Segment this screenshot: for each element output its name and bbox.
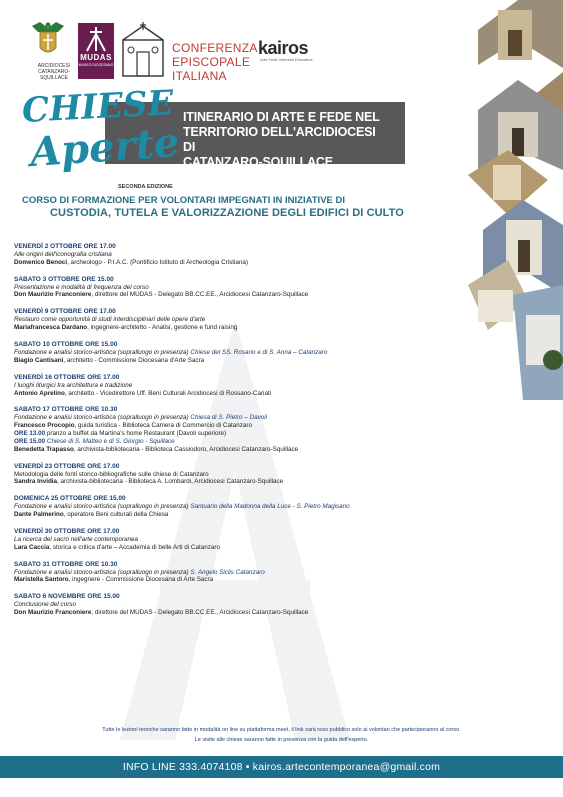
speaker-role: , archivista-bibliotecaria - Biblioteca A. Lombardi, Arcidiocesi Catanzaro-Squillace [57,478,284,486]
schedule-item [14,406,484,453]
schedule-item [14,593,484,617]
speaker-role: , storica e critica d'arte – Accademia di belle Arti di Catanzaro [49,543,220,551]
schedule-item [14,276,484,300]
chiese-wordmark: CHIESE [21,83,175,131]
mudas-logo [78,23,114,79]
schedule-item [14,495,484,519]
schedule-item [14,561,484,585]
event-place: Chiesa di S. Pietro – Davoli [190,414,268,422]
event-speaker-line [14,291,484,299]
event-date: DOMENICA 25 OTTOBRE ORE 15.00 [14,495,126,503]
event-speaker-line [14,357,484,365]
contact-footer [0,756,563,778]
event-topic: Fondazione e analisi storico-artistica (sopralluogo in presenza) [14,568,191,576]
mudas-title: MUDAS [80,53,112,62]
cei-line-3: ITALIANA [172,69,227,83]
course-heading-line-2: CUSTODIA, TUTELA E VALORIZZAZIONE DEGLI EDIFICI DI CULTO [50,207,404,219]
lunch-text: pranzo a buffet da Martina's home Restaurant (Davoli superiore) [45,430,227,438]
itinerary-title-line-2: TERRITORIO DELL'ARCIDIOCESI DI [183,125,376,154]
event-speaker-line [14,544,484,552]
schedule-item [14,341,484,365]
event-topic-line [14,503,484,511]
speaker-role: , archeologo - P.I.A.C. (Pontificio Istituto di Archeologia Cristiana) [67,258,249,266]
cei-emblem-icon [117,22,169,82]
event-date: SABATO 17 OTTOBRE ORE 10.30 [14,406,118,414]
schedule-item [14,308,484,332]
cei-line-1: CONFERENZA [172,41,258,55]
afternoon-time: ORE 15.00 [14,437,46,445]
contact-info: INFO LINE 333.4074108 • kairos.artecontemporanea@gmail.com [122,761,441,773]
event-speaker-line [14,324,484,332]
event-date: VENERDÌ 30 OTTOBRE ORE 17.00 [14,527,120,535]
event-topic-line [14,414,484,422]
mudas-mark-icon [84,26,108,52]
speaker-role: , direttore del MUDAS - Delegato BB.CC.EE., Arcidiocesi Catanzaro-Squillace [91,291,309,299]
speaker-name: Biagio Cantisani [14,356,64,364]
speaker-role: , architetto - Vicedirettore Uff. Beni Culturali Arcidiocesi di Rossano-Cariati [64,389,272,397]
itinerary-title [183,110,383,170]
speaker-name: Sandra Invidia [14,478,58,486]
kairos-logo: kairos [258,38,309,58]
event-topic: La ricerca del sacro nell'arte contemporanea [14,535,139,543]
lunch-line [14,430,484,438]
schedule-list [14,243,484,626]
event-date: VENERDÌ 9 OTTOBRE ORE 17.00 [14,308,116,316]
event-speaker-line [14,446,484,454]
event-date: VENERDÌ 2 OTTOBRE ORE 17.00 [14,243,116,250]
archdiocese-logo [28,20,80,81]
speaker-name: Antonio Aprelino [14,389,65,397]
event-topic: I luoghi liturgici tra architettura e tradizione [14,381,133,389]
speaker-name: Maristella Santoro [14,576,69,584]
speaker-name: Mariafrancesca Dardano [14,324,88,332]
event-place: S. Angelo Siclis Catanzaro [190,568,265,576]
event-date: VENERDÌ 23 OTTOBRE ORE 17.00 [14,462,120,470]
edition-label: SECONDA EDIZIONE [118,184,173,190]
event-date: VENERDÌ 16 OTTOBRE ORE 17.00 [14,373,120,381]
speaker-name: Benedetta Trapasso [14,445,74,453]
lunch-time: ORE 13.00 [14,430,46,438]
event-date: SABATO 3 OTTOBRE ORE 15.00 [14,275,114,283]
event-topic-line [14,569,484,577]
event-topic: Metodologia delle fonti storico-bibliografiche sulle chiese di Catanzaro [14,470,209,478]
archdiocese-label: ARCIDIOCESI CATANZARO-SQUILLACE [37,63,71,81]
speaker-name: Lara Caccia [14,543,50,551]
speaker-name: Don Maurizio Franconiere [14,609,92,617]
event-speaker-line [14,609,484,617]
event-speaker-line [14,422,484,430]
event-date: SABATO 6 NOVEMBRE ORE 15.00 [14,593,120,601]
event-topic: Alle origini dell'iconografia cristiana [14,251,112,258]
event-speaker-line [14,576,484,584]
event-topic: Fondazione e analisi storico-artistica (sopralluogo in presenza) [14,503,191,511]
kairos-subtitle: Arte Fede Intensità Educativa [260,57,313,62]
speaker-name: Domenico Benoci [14,258,68,266]
event-date: SABATO 31 OTTOBRE ORE 10.30 [14,560,118,568]
mudas-subtitle: MUSEO DIOCESANO [78,63,114,67]
event-place: Chiese del SS. Rosario e di S. Anna – Catanzaro [190,349,328,357]
archdiocese-crest-icon [28,20,68,58]
speaker-role: , ingegnere - Commissione Diocesana di Arte Sacra [68,576,214,584]
event-topic: Fondazione e analisi storico-artistica (sopralluogo in presenza) [14,349,191,357]
speaker-name: Don Maurizio Franconiere [14,291,92,299]
schedule-item [14,528,484,552]
event-speaker-line [14,478,484,486]
event-topic-line [14,349,484,357]
speaker-role: , architetto - Commissione Diocesana d'Arte Sacra [63,356,205,364]
event-topic: Presentazione e modalità di frequenza del corso [14,283,149,291]
schedule-item [14,243,484,267]
event-date: SABATO 10 OTTOBRE ORE 15.00 [14,341,118,349]
schedule-item [14,374,484,398]
event-topic: Restauro come opportunità di studi interdisciplinari delle opere d'arte [14,316,206,324]
speaker-role: , operatore Beni culturali della Chiesa [63,511,169,518]
speaker-name: Francesco Procopio [14,422,75,430]
event-place: Santuario della Madonna della Luce - S. Pietro Magisano [190,503,350,511]
afternoon-place: Chiese di S. Matteo e di S. Giorgio - Squillace [45,437,175,445]
church-visits-note: Le visite alle chiese saranno fatte in presenza con la guida dell'esperto. [194,737,369,743]
afternoon-visit-line [14,438,484,446]
event-topic: Fondazione e analisi storico-artistica (sopralluogo in presenza) [14,414,191,422]
speaker-role: , direttore del MUDAS - Delegato BB.CC.EE., Arcidiocesi Catanzaro-Squillace [91,609,309,617]
itinerary-title-line-3: CATANZARO-SQUILLACE [183,155,333,169]
online-lessons-note: Tutte le lezioni teoriche saranno fatte in modalità on line su piattaforma meet, il link sarà reso pubblico solo ai volontari che parteciperanno al corso. [102,727,461,733]
speaker-role: , guida turistica - Biblioteca Camera di Commercio di Catanzaro [74,422,252,430]
event-speaker-line [14,390,484,398]
speaker-role: , archivista-bibliotecaria - Biblioteca Cassiodoro, Arcidiocesi Catanzaro-Squillace [73,445,299,453]
event-speaker-line [14,259,484,267]
aperte-wordmark: Aperte [28,118,181,177]
speaker-role: , ingegnere-architetto - Analisi, gestione e fund raising [87,324,238,332]
course-heading-line-1: CORSO DI FORMAZIONE PER VOLONTARI IMPEGNATI IN INIZIATIVE DI [22,195,346,206]
cei-line-2: EPISCOPALE [172,55,251,69]
speaker-name: Dante Palmerino [14,511,64,518]
event-topic: Conclusione del corso [14,601,76,609]
itinerary-title-line-1: ITINERARIO DI ARTE E FEDE NEL [183,110,380,124]
event-speaker-line [14,511,484,519]
schedule-item [14,463,484,487]
cei-label [172,41,258,83]
